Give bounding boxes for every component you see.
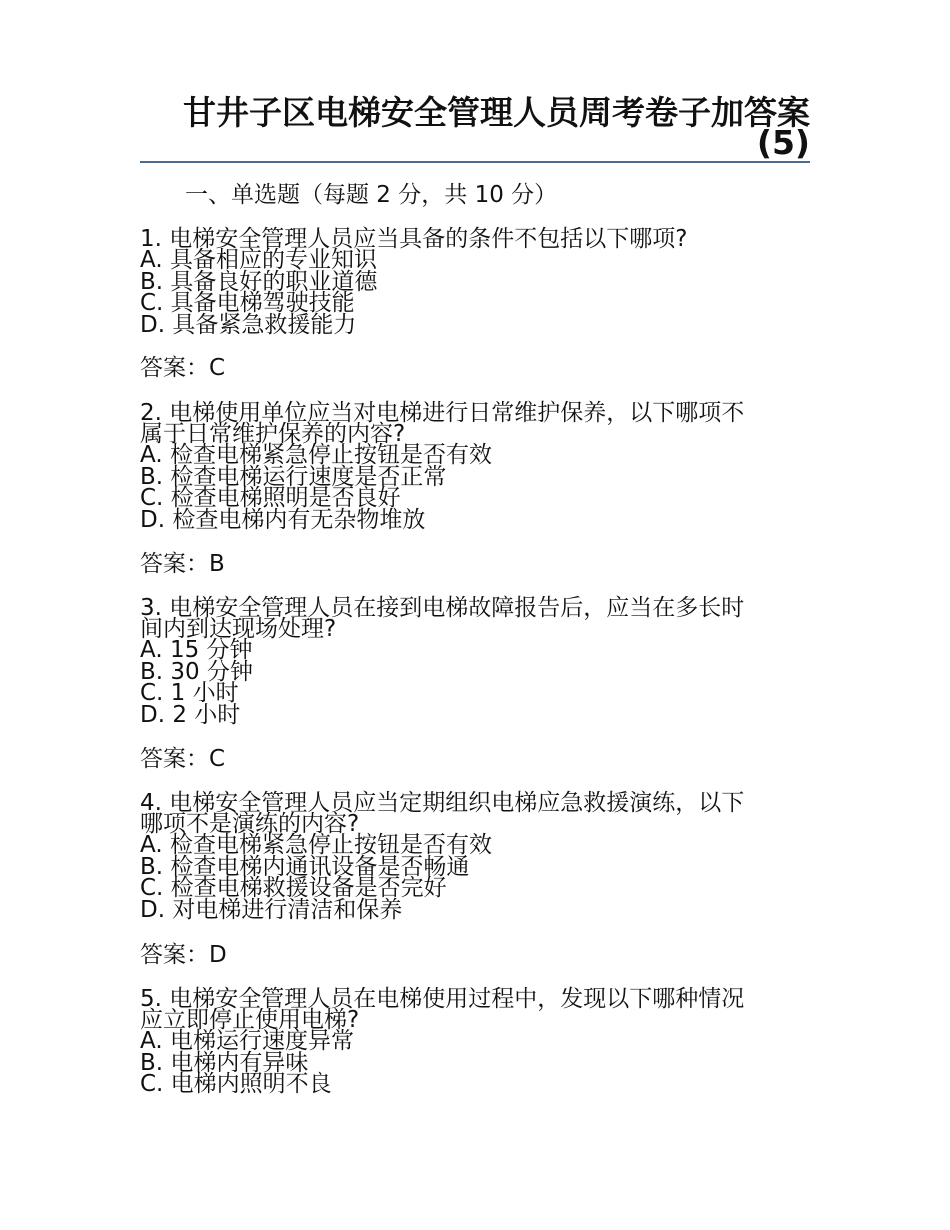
question-stem-continued: 哪项不是演练的内容? <box>140 811 360 837</box>
answer-4: 答案：D <box>140 942 227 968</box>
question-stem-continued: 间内到达现场处理? <box>140 616 337 642</box>
question-stem: 4. 电梯安全管理人员应当定期组织电梯应急救援演练，以下 <box>140 790 745 816</box>
option-c: C. 检查电梯救援设备是否完好 <box>140 875 447 901</box>
option-c: C. 电梯内照明不良 <box>140 1071 332 1097</box>
option-a: A. 检查电梯紧急停止按钮是否有效 <box>140 832 492 858</box>
title-divider <box>140 161 810 163</box>
question-4 <box>140 790 800 923</box>
question-stem-continued: 属于日常维护保养的内容? <box>140 421 406 447</box>
answer-3: 答案：C <box>140 746 226 772</box>
question-stem: 5. 电梯安全管理人员在电梯使用过程中，发现以下哪种情况 <box>140 986 745 1012</box>
question-5 <box>140 986 800 1097</box>
question-stem-continued: 应立即停止使用电梯? <box>140 1007 360 1033</box>
option-a: A. 15 分钟 <box>140 637 253 663</box>
option-a: A. 电梯运行速度异常 <box>140 1028 354 1054</box>
option-d: D. 具备紧急救援能力 <box>140 311 357 338</box>
option-b: B. 检查电梯内通讯设备是否畅通 <box>140 853 470 880</box>
option-c: C. 检查电梯照明是否良好 <box>140 485 401 511</box>
option-a: A. 检查电梯紧急停止按钮是否有效 <box>140 442 492 468</box>
question-stem: 3. 电梯安全管理人员在接到电梯故障报告后，应当在多长时 <box>140 595 745 621</box>
option-b: B. 电梯内有异味 <box>140 1049 309 1076</box>
question-1 <box>140 226 800 338</box>
option-d: D. 2 小时 <box>140 701 241 728</box>
option-c: C. 1 小时 <box>140 680 239 706</box>
option-b: B. 具备良好的职业道德 <box>140 268 378 295</box>
question-stem: 2. 电梯使用单位应当对电梯进行日常维护保养，以下哪项不 <box>140 400 745 426</box>
question-2 <box>140 400 800 533</box>
answer-1: 答案：C <box>140 355 226 381</box>
question-3 <box>140 595 800 728</box>
section-heading: 一、单选题（每题 2 分，共 10 分） <box>185 182 558 208</box>
option-d: D. 对电梯进行清洁和保养 <box>140 896 403 923</box>
answer-2: 答案：B <box>140 551 225 577</box>
page-title: 甘井子区电梯安全管理人员周考卷子加答案(5) <box>183 93 810 162</box>
option-c: C. 具备电梯驾驶技能 <box>140 290 355 316</box>
option-a: A. 具备相应的专业知识 <box>140 247 377 273</box>
option-b: B. 30 分钟 <box>140 658 253 685</box>
option-b: B. 检查电梯运行速度是否正常 <box>140 463 447 490</box>
option-d: D. 检查电梯内有无杂物堆放 <box>140 506 426 533</box>
question-stem: 1. 电梯安全管理人员应当具备的条件不包括以下哪项? <box>140 226 688 252</box>
